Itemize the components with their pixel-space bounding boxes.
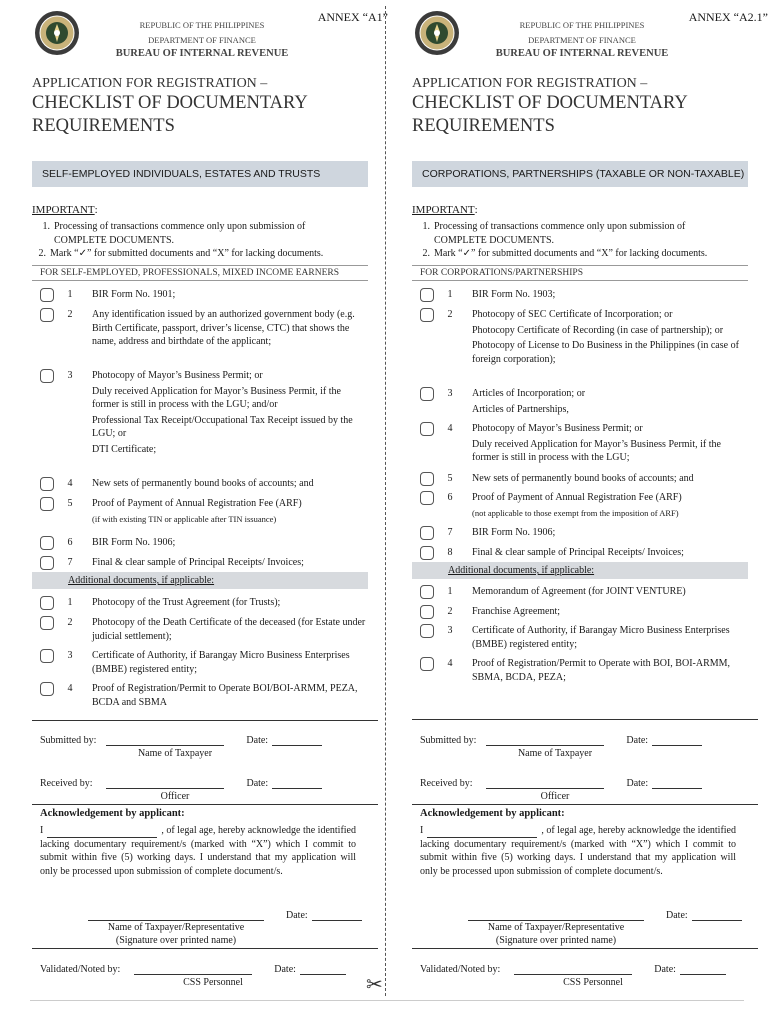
item-text — [472, 624, 748, 653]
item-line: New sets of permanently bound books of accounts; and — [472, 473, 694, 484]
checkbox-icon[interactable] — [420, 288, 434, 302]
item-line: Proof of Registration/Permit to Operate BOI/BOI-ARMM, PEZA, BCDA and SBMA — [92, 683, 358, 708]
checkbox-icon[interactable] — [40, 682, 54, 696]
checkbox-icon[interactable] — [40, 536, 54, 550]
date-field[interactable] — [692, 909, 742, 921]
checkbox-icon[interactable] — [40, 369, 54, 383]
item-text — [92, 477, 368, 493]
important-heading — [32, 204, 98, 216]
important-note-1 — [412, 220, 762, 234]
checkbox-icon[interactable] — [420, 387, 434, 401]
checkbox-icon[interactable] — [420, 624, 434, 638]
header-department: DEPARTMENT OF FINANCE — [528, 35, 636, 45]
category-banner: CORPORATIONS, PARTNERSHIPS (TAXABLE OR NON-TAXABLE) — [412, 161, 748, 187]
submitted-by-row — [40, 734, 322, 746]
applicant-name-field[interactable] — [47, 827, 157, 838]
item-number: 7 — [447, 527, 453, 538]
officer-label: Officer — [540, 791, 570, 802]
date-label: Date: — [274, 964, 296, 975]
officer-label: Officer — [160, 791, 190, 802]
section-subheader: FOR SELF-EMPLOYED, PROFESSIONALS, MIXED INCOME EARNERS — [32, 265, 368, 281]
acknowledgement-text — [420, 824, 736, 878]
note-number: 2. — [422, 248, 430, 259]
item-number: 5 — [67, 498, 73, 509]
submitted-by-label: Submitted by: — [420, 735, 477, 746]
item-line: Photocopy of the Death Certificate of the deceased (for Estate under judicial settlement); — [92, 617, 366, 642]
item-line: Franchise Agreement; — [472, 606, 561, 617]
important-heading — [412, 204, 478, 216]
item-line: Memorandum of Agreement (for JOINT VENTURE) — [472, 586, 686, 597]
item-line: Articles of Partnerships, — [472, 403, 569, 415]
note-number: 2. — [38, 248, 46, 259]
item-text — [472, 308, 748, 368]
item-line: Duly received Application for Mayor’s Business Permit, if the former is still in process with the LGU; and/or — [92, 385, 341, 410]
item-text — [92, 308, 368, 351]
item-line: Proof of Registration/Permit to Operate with BOI, BOI-ARMM, SBMA, BCDA, PEZA; — [472, 658, 731, 683]
name-of-representative-label: Name of Taxpayer/Representative — [107, 922, 245, 933]
item-line: Professional Tax Receipt/Occupational Tax Receipt issued by the LGU; or — [92, 414, 353, 439]
item-number: 7 — [67, 557, 73, 568]
item-text — [92, 682, 368, 711]
item-text — [472, 472, 748, 488]
validated-row — [40, 963, 346, 975]
form-title-prefix: APPLICATION FOR REGISTRATION – — [412, 76, 648, 91]
received-by-field[interactable] — [486, 777, 604, 789]
section-divider — [412, 948, 758, 949]
item-number: 3 — [67, 650, 73, 661]
item-text — [472, 657, 748, 686]
item-text — [92, 556, 368, 572]
submitted-by-label: Submitted by: — [40, 735, 97, 746]
css-personnel-label: CSS Personnel — [183, 977, 243, 988]
item-number: 6 — [67, 537, 73, 548]
additional-docs-label: Additional documents, if applicable: — [448, 565, 595, 576]
item-line: Photocopy of Mayor’s Business Permit; or — [472, 423, 643, 434]
item-text — [92, 616, 368, 645]
date-field[interactable] — [652, 777, 702, 789]
form-title-line2: REQUIREMENTS — [32, 116, 175, 136]
form-title — [32, 92, 308, 138]
item-number: 2 — [67, 309, 73, 320]
item-number: 4 — [447, 658, 453, 669]
section-divider — [412, 719, 758, 720]
item-number: 3 — [447, 625, 453, 636]
checkbox-icon[interactable] — [40, 308, 54, 322]
section-divider — [32, 804, 378, 805]
signature-field[interactable] — [468, 909, 644, 921]
acknowledgement-heading: Acknowledgement by applicant: — [40, 808, 185, 819]
item-line: Certificate of Authority, if Barangay Micro Business Enterprises (BMBE) registered entity; — [92, 650, 350, 675]
acknowledgement-text — [40, 824, 356, 878]
item-note: (if with existing TIN or applicable after TIN issuance) — [92, 513, 277, 524]
item-text — [92, 288, 368, 304]
item-line: Final & clear sample of Principal Receipts/ Invoices; — [92, 557, 304, 568]
important-label: IMPORTANT — [32, 204, 95, 216]
date-field[interactable] — [272, 777, 322, 789]
received-by-label: Received by: — [40, 778, 93, 789]
annex-label: ANNEX “A2.1” — [688, 10, 768, 24]
validated-label: Validated/Noted by: — [420, 964, 501, 975]
item-line: Photocopy Certificate of Recording (in case of partnership); or — [472, 324, 724, 336]
signature-caption: (Signature over printed name) — [115, 935, 237, 946]
css-personnel-label: CSS Personnel — [563, 977, 623, 988]
date-field[interactable] — [272, 734, 322, 746]
item-line: Photocopy of Mayor’s Business Permit; or — [92, 370, 263, 381]
date-field[interactable] — [312, 909, 362, 921]
annex-label: ANNEX “A1” — [317, 10, 388, 24]
signature-field[interactable] — [88, 909, 264, 921]
note-text: Processing of transactions commence only upon submission of — [434, 221, 686, 232]
checkbox-icon[interactable] — [420, 526, 434, 540]
section-subheader: FOR CORPORATIONS/PARTNERSHIPS — [412, 265, 748, 281]
acknowledgement-heading: Acknowledgement by applicant: — [420, 808, 565, 819]
ack-text-2: I understand that my application will only be processed upon submission of complete document/s. — [420, 852, 737, 877]
signature-caption: (Signature over printed name) — [495, 935, 617, 946]
validated-label: Validated/Noted by: — [40, 964, 121, 975]
date-label: Date: — [246, 778, 269, 789]
validated-row — [420, 963, 726, 975]
item-number: 3 — [447, 388, 453, 399]
date-field[interactable] — [300, 963, 346, 975]
checkbox-icon[interactable] — [40, 288, 54, 302]
item-line: Final & clear sample of Principal Receipts/ Invoices; — [472, 547, 684, 558]
item-line: BIR Form No. 1903; — [472, 289, 556, 300]
item-text — [472, 288, 748, 304]
validated-field[interactable] — [514, 963, 632, 975]
item-number: 1 — [67, 597, 73, 608]
bottom-rule — [30, 1000, 744, 1001]
item-line: New sets of permanently bound books of accounts; and — [92, 478, 314, 489]
item-text — [92, 649, 368, 678]
item-line: Articles of Incorporation; or — [472, 388, 586, 399]
ack-i: I — [40, 825, 44, 836]
item-text — [472, 387, 748, 418]
category-banner: SELF-EMPLOYED INDIVIDUALS, ESTATES AND TRUSTS — [32, 161, 368, 187]
note-text: Mark “✓” for submitted documents and “X” for lacking documents. — [434, 248, 708, 259]
checkbox-icon[interactable] — [420, 491, 434, 505]
form-title-line1: CHECKLIST OF DOCUMENTARY — [32, 93, 308, 113]
item-number: 2 — [447, 309, 453, 320]
received-by-row — [40, 777, 322, 789]
important-note-1-cont: COMPLETE DOCUMENTS. — [434, 235, 555, 246]
checkbox-icon[interactable] — [40, 649, 54, 663]
important-note-2 — [32, 247, 382, 261]
ack-i: I — [420, 825, 424, 836]
item-text — [472, 546, 748, 562]
checkbox-icon[interactable] — [420, 585, 434, 599]
ack-text-2: I understand that my application will only be processed upon submission of complete document/s. — [40, 852, 357, 877]
scissors-icon: ✂ — [366, 974, 383, 996]
header-bureau: BUREAU OF INTERNAL REVENUE — [115, 48, 289, 59]
item-line: Any identification issued by an authorized government body (e.g. Birth Certificate, passport, driver’s license, CTC) that shows the name, address and birthdate of the applicant; — [92, 309, 355, 347]
item-line: Proof of Payment of Annual Registration Fee (ARF) — [472, 492, 682, 503]
item-number: 3 — [67, 370, 73, 381]
item-text — [92, 369, 368, 458]
item-line: Photocopy of the Trust Agreement (for Trusts); — [92, 597, 281, 608]
submitted-by-row — [420, 734, 702, 746]
header-republic: REPUBLIC OF THE PHILIPPINES — [139, 20, 265, 30]
received-by-label: Received by: — [420, 778, 473, 789]
item-note: (not applicable to those exempt from the imposition of ARF) — [472, 507, 679, 518]
checkbox-icon[interactable] — [420, 546, 434, 560]
item-text — [472, 526, 748, 542]
checkbox-icon[interactable] — [420, 657, 434, 671]
header-department: DEPARTMENT OF FINANCE — [148, 35, 256, 45]
note-text: Mark “✓” for submitted documents and “X” for lacking documents. — [50, 248, 324, 259]
signature-row — [88, 909, 362, 921]
important-colon: : — [474, 204, 478, 216]
section-divider — [32, 948, 378, 949]
checkbox-icon[interactable] — [40, 556, 54, 570]
date-field[interactable] — [652, 734, 702, 746]
note-number: 1. — [422, 221, 430, 232]
cut-line — [385, 6, 386, 996]
important-note-1-cont: COMPLETE DOCUMENTS. — [54, 235, 175, 246]
checkbox-icon[interactable] — [420, 308, 434, 322]
important-note-2 — [412, 247, 762, 261]
important-note-1 — [32, 220, 382, 234]
checkbox-icon[interactable] — [40, 497, 54, 511]
ack-text-1: , of legal age, hereby acknowledge the identified lacking documentary requirement/s (marked with “X”) which I commit to submit within five (5) working days. — [40, 825, 356, 863]
applicant-name-field[interactable] — [427, 827, 537, 838]
item-line: BIR Form No. 1906; — [92, 537, 176, 548]
ack-text-1: , of legal age, hereby acknowledge the identified lacking documentary requirement/s (marked with “X”) which I commit to submit within five (5) working days. — [420, 825, 736, 863]
item-number: 6 — [447, 492, 453, 503]
date-label: Date: — [246, 735, 269, 746]
item-number: 4 — [67, 478, 73, 489]
form-annex-a21 — [412, 0, 768, 1000]
checkbox-icon[interactable] — [420, 472, 434, 486]
item-text — [92, 497, 368, 528]
checkbox-icon[interactable] — [40, 477, 54, 491]
date-label: Date: — [666, 910, 688, 921]
item-line: DTI Certificate; — [92, 443, 157, 455]
header-bureau: BUREAU OF INTERNAL REVENUE — [495, 48, 669, 59]
checkbox-icon[interactable] — [420, 605, 434, 619]
checkbox-icon[interactable] — [420, 422, 434, 436]
name-of-representative-label: Name of Taxpayer/Representative — [487, 922, 625, 933]
item-number: 1 — [67, 289, 73, 300]
note-number: 1. — [42, 221, 50, 232]
section-divider — [412, 804, 758, 805]
validated-field[interactable] — [134, 963, 252, 975]
item-text — [92, 536, 368, 552]
submitted-by-field[interactable] — [486, 734, 604, 746]
form-title — [412, 92, 688, 138]
item-number: 2 — [447, 606, 453, 617]
submitted-by-field[interactable] — [106, 734, 224, 746]
note-text: Processing of transactions commence only upon submission of — [54, 221, 306, 232]
checkbox-icon[interactable] — [40, 596, 54, 610]
item-line: Photocopy of SEC Certificate of Incorporation; or — [472, 309, 673, 320]
item-line: Duly received Application for Mayor’s Business Permit, if the former is still in process with the LGU; — [472, 438, 721, 463]
header-republic: REPUBLIC OF THE PHILIPPINES — [519, 20, 645, 30]
item-line: Certificate of Authority, if Barangay Micro Business Enterprises (BMBE) registered entity; — [472, 625, 730, 650]
item-text — [472, 491, 748, 522]
item-number: 4 — [447, 423, 453, 434]
date-label: Date: — [626, 735, 649, 746]
item-line: Photocopy of License to Do Business in the Philippines (in case of foreign corporation); — [472, 340, 739, 365]
item-text — [472, 585, 748, 601]
item-number: 2 — [67, 617, 73, 628]
form-title-line1: CHECKLIST OF DOCUMENTARY — [412, 93, 688, 113]
important-label: IMPORTANT — [412, 204, 475, 216]
important-colon: : — [94, 204, 98, 216]
item-number: 1 — [447, 289, 453, 300]
item-line: BIR Form No. 1901; — [92, 289, 176, 300]
additional-docs-banner — [32, 572, 368, 589]
item-number: 8 — [447, 547, 453, 558]
form-title-prefix: APPLICATION FOR REGISTRATION – — [32, 76, 268, 91]
item-text — [472, 422, 748, 467]
additional-docs-label: Additional documents, if applicable: — [68, 575, 215, 586]
item-text — [92, 596, 368, 612]
date-label: Date: — [626, 778, 649, 789]
item-line: BIR Form No. 1906; — [472, 527, 556, 538]
section-divider — [32, 720, 378, 721]
name-of-taxpayer-label: Name of Taxpayer — [137, 748, 213, 759]
item-number: 1 — [447, 586, 453, 597]
item-text — [472, 605, 748, 621]
item-number: 5 — [447, 473, 453, 484]
item-number: 4 — [67, 683, 73, 694]
checkbox-icon[interactable] — [40, 616, 54, 630]
date-label: Date: — [654, 964, 676, 975]
item-line: Proof of Payment of Annual Registration Fee (ARF) — [92, 498, 302, 509]
form-annex-a1 — [32, 0, 388, 1000]
additional-docs-banner — [412, 562, 748, 579]
date-label: Date: — [286, 910, 308, 921]
received-by-field[interactable] — [106, 777, 224, 789]
form-title-line2: REQUIREMENTS — [412, 116, 555, 136]
name-of-taxpayer-label: Name of Taxpayer — [517, 748, 593, 759]
signature-row — [468, 909, 742, 921]
received-by-row — [420, 777, 702, 789]
date-field[interactable] — [680, 963, 726, 975]
